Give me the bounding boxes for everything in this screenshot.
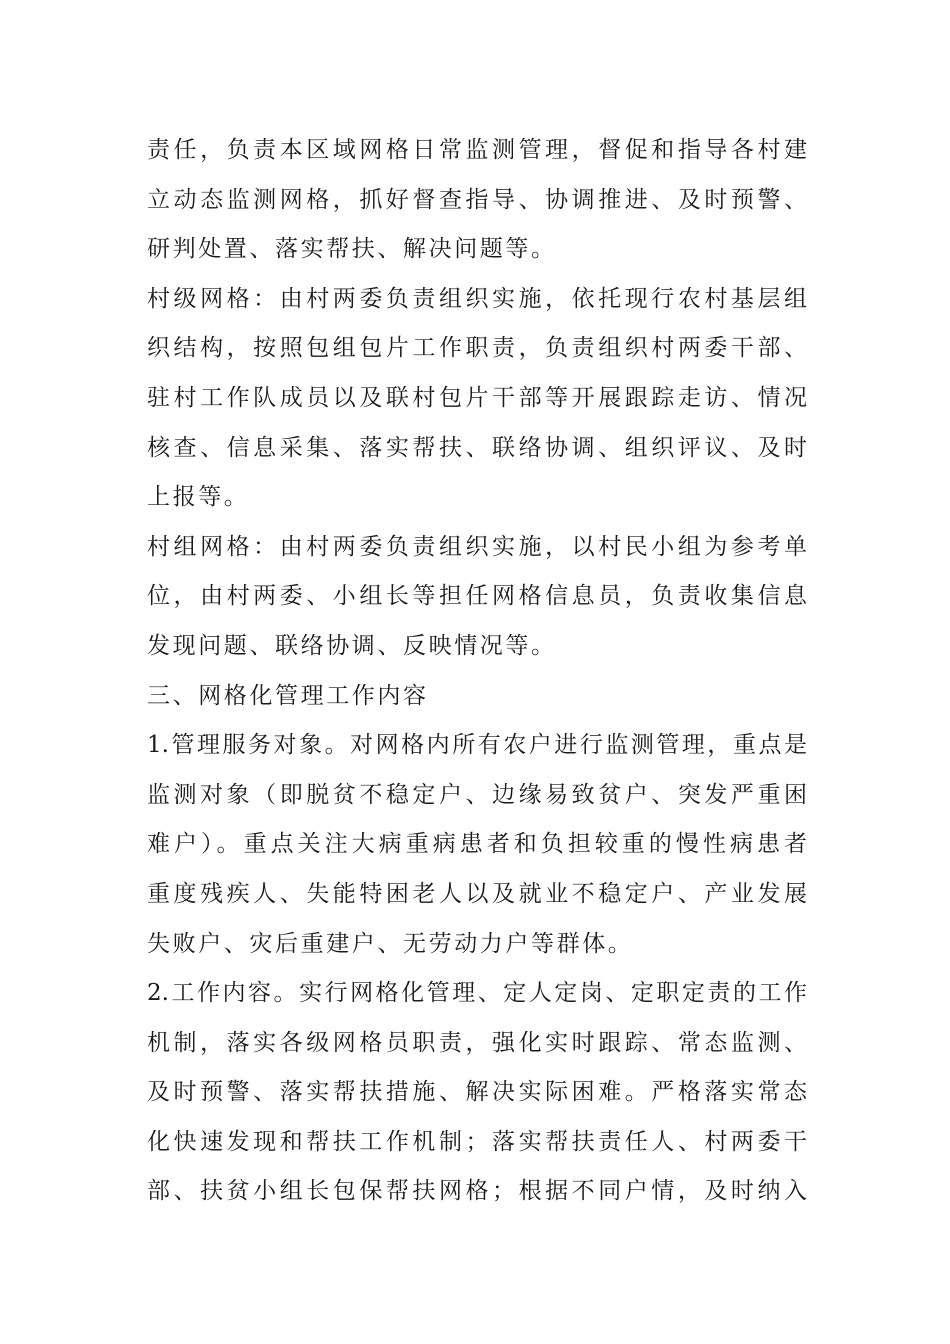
text-line: 研判处置、落实帮扶、解决问题等。 — [147, 236, 557, 263]
text-line: 难户）。重点关注大病重病患者和负担较重的慢性病患者 — [147, 831, 807, 858]
text-line: 立动态监测网格，抓好督查指导、协调推进、及时预警、 — [147, 186, 807, 213]
text-line: 部、扶贫小组长包保帮扶网格；根据不同户情，及时纳入 — [147, 1178, 807, 1205]
text-line: 三、网格化管理工作内容 — [147, 682, 429, 709]
text-line: 核查、信息采集、落实帮扶、联络协调、组织评议、及时 — [147, 434, 807, 461]
text-line: 失败户、灾后重建户、无劳动力户等群体。 — [147, 930, 634, 957]
text-line: 驻村工作队成员以及联村包片干部等开展跟踪走访、情况 — [147, 384, 807, 411]
text-line: 发现问题、联络协调、反映情况等。 — [147, 632, 557, 659]
text-line: 2.工作内容。实行网格化管理、定人定岗、定职定责的工作 — [147, 980, 807, 1007]
text-line: 化快速发现和帮扶工作机制；落实帮扶责任人、村两委干 — [147, 1128, 807, 1155]
text-line: 1.管理服务对象。对网格内所有农户进行监测管理，重点是 — [147, 732, 807, 759]
text-line: 村级网格：由村两委负责组织实施，依托现行农村基层组 — [147, 285, 807, 312]
text-line: 机制，落实各级网格员职责，强化实时跟踪、常态监测、 — [147, 1029, 807, 1056]
text-line: 位，由村两委、小组长等担任网格信息员，负责收集信息 — [147, 583, 807, 610]
document-body — [147, 126, 807, 1217]
text-line: 及时预警、落实帮扶措施、解决实际困难。严格落实常态 — [147, 1079, 807, 1106]
text-line: 上报等。 — [147, 484, 250, 511]
text-line: 村组网格：由村两委负责组织实施，以村民小组为参考单 — [147, 533, 807, 560]
text-line: 织结构，按照包组包片工作职责，负责组织村两委干部、 — [147, 335, 807, 362]
text-line: 责任，负责本区域网格日常监测管理，督促和指导各村建 — [147, 137, 807, 163]
text-line: 重度残疾人、失能特困老人以及就业不稳定户、产业发展 — [147, 880, 807, 907]
text-line: 监测对象（即脱贫不稳定户、边缘易致贫户、突发严重困 — [147, 781, 807, 808]
